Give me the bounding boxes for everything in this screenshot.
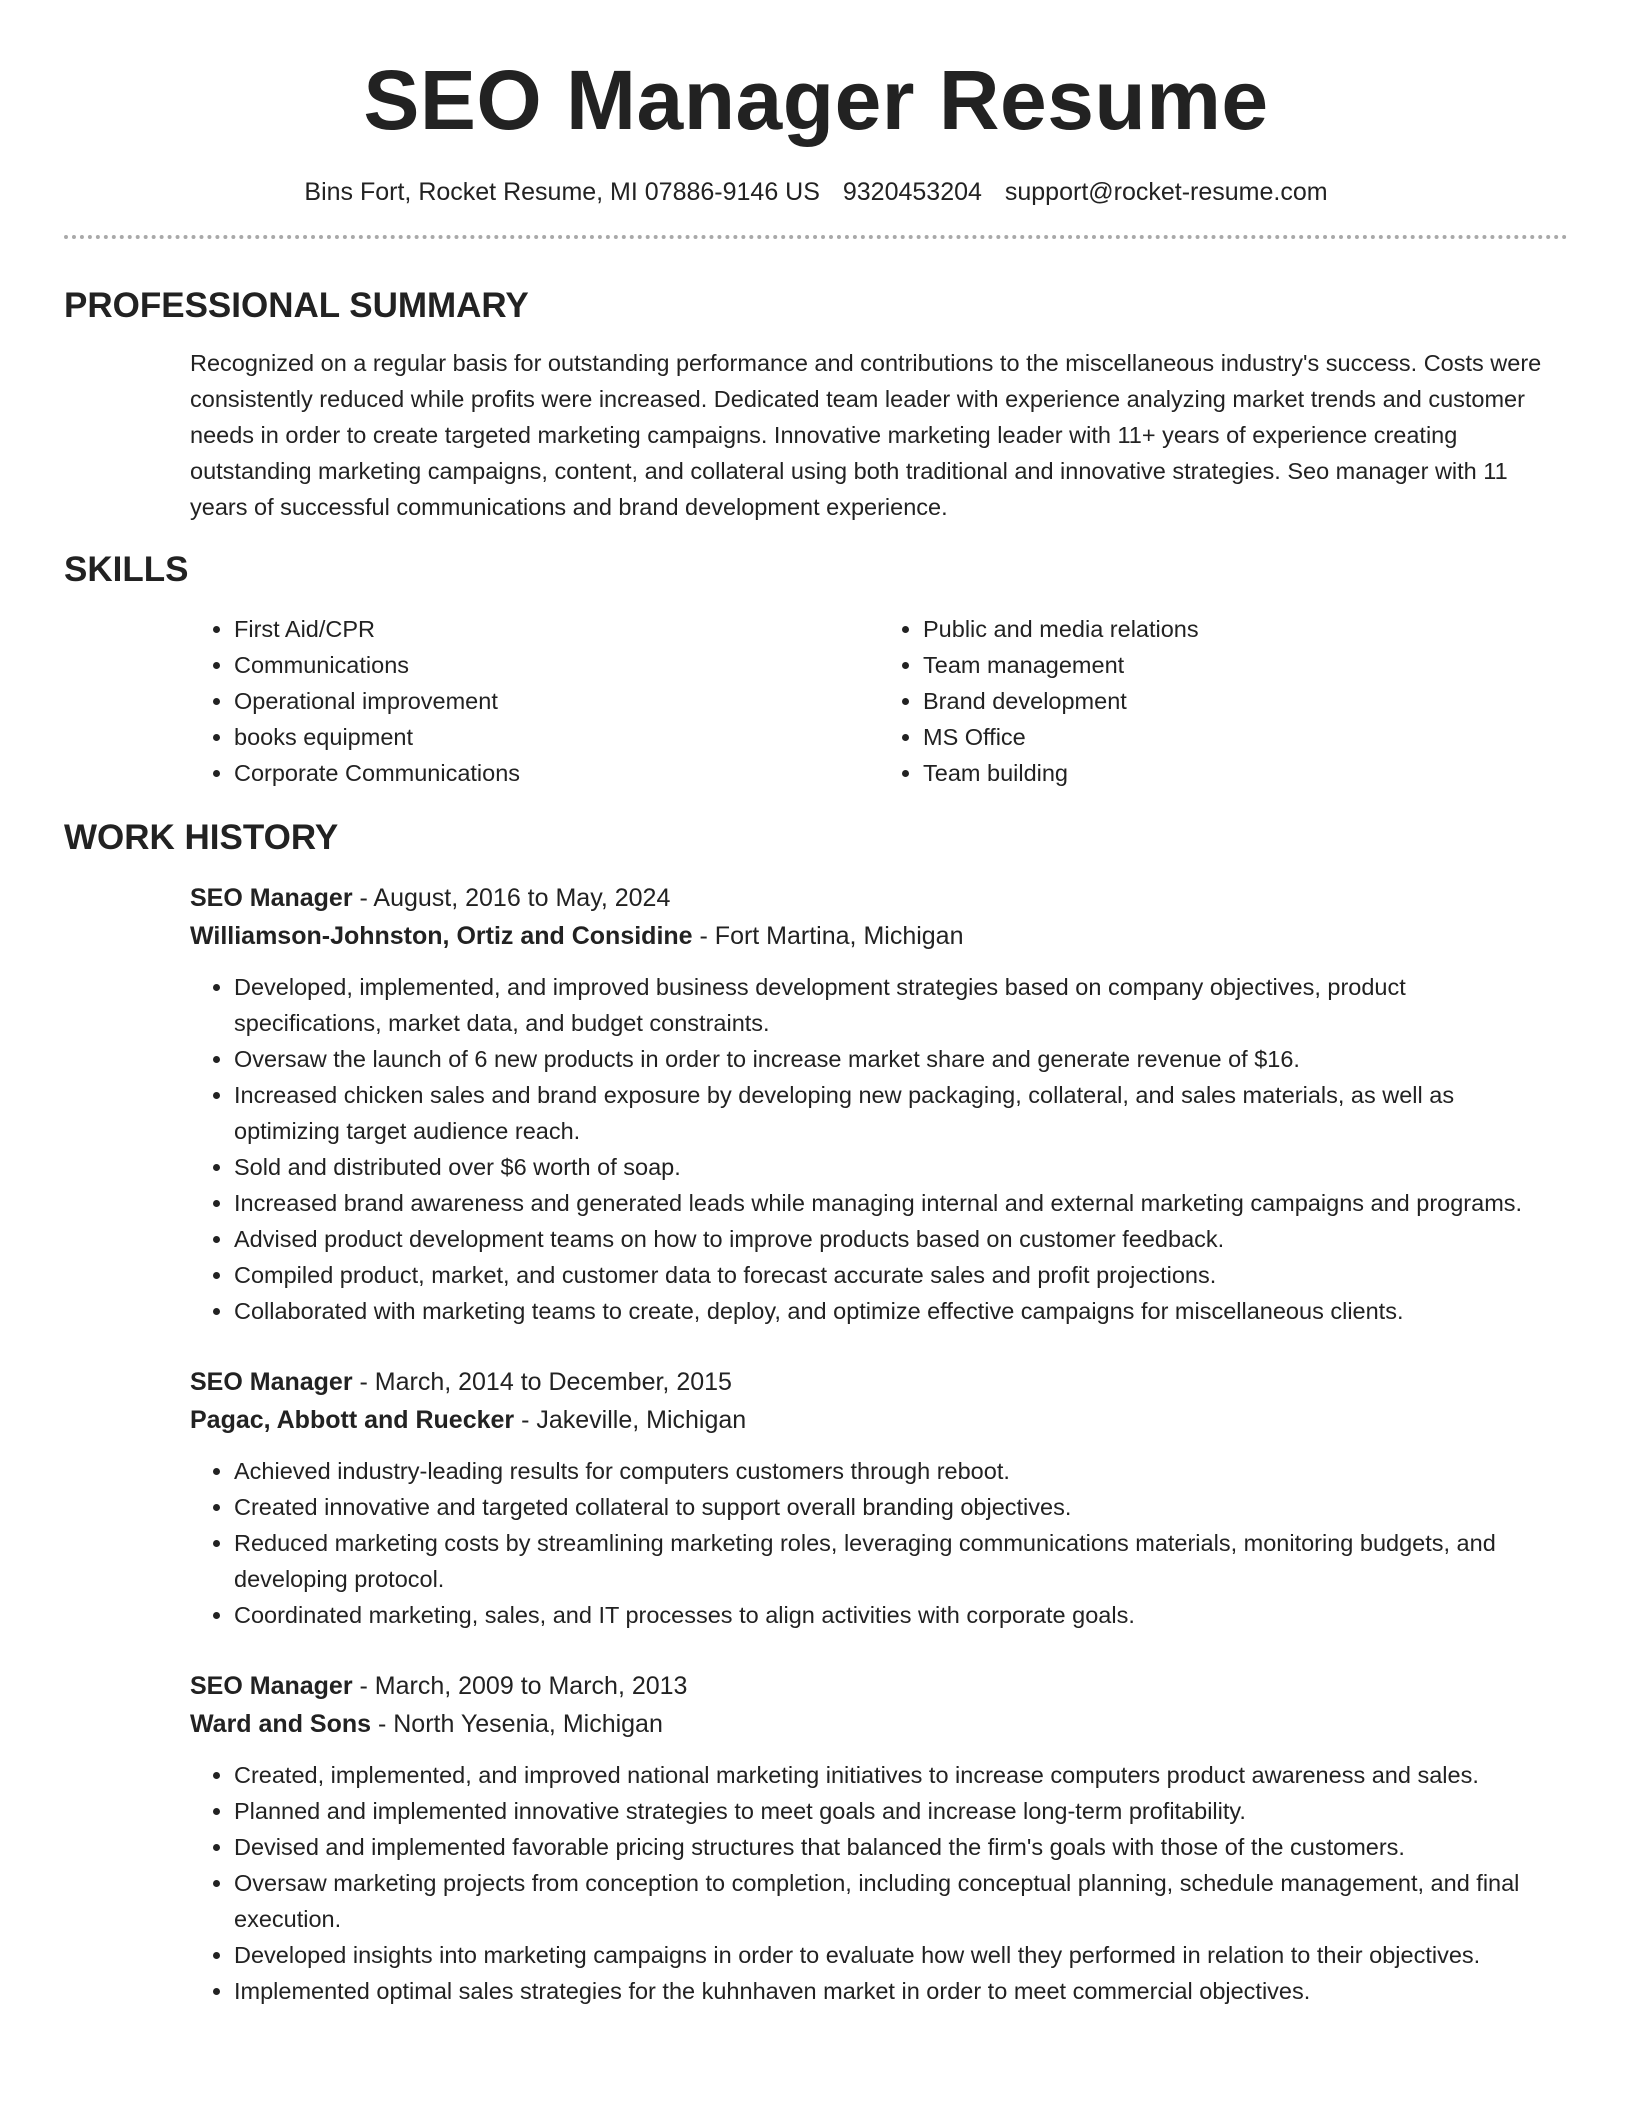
job-dates: - August, 2016 to May, 2024 <box>352 884 671 912</box>
job-company: Williamson-Johnston, Ortiz and Considine <box>190 922 693 950</box>
job-bullet: • Reduced marketing costs by streamlining marketing roles, leveraging communications materials, monitoring budgets, and developing protocol. <box>234 1525 1568 1597</box>
job-entry <box>190 879 1568 1329</box>
skill-item: • Team management <box>923 647 1568 683</box>
job-location: - North Yesenia, Michigan <box>371 1710 663 1738</box>
job-title: SEO Manager <box>190 1672 353 1700</box>
job-title-line <box>190 1667 1568 1705</box>
job-bullet: • Sold and distributed over $6 worth of soap. <box>234 1149 1568 1185</box>
job-title-line <box>190 879 1568 917</box>
skill-item: • Brand development <box>923 683 1568 719</box>
section-title-summary: PROFESSIONAL SUMMARY <box>64 286 529 325</box>
job-company-line <box>190 917 1568 955</box>
job-bullet: • Compiled product, market, and customer data to forecast accurate sales and profit projections. <box>234 1257 1568 1293</box>
job-title: SEO Manager <box>190 884 353 912</box>
job-bullet: • Increased brand awareness and generated leads while managing internal and external marketing campaigns and programs. <box>234 1185 1568 1221</box>
resume-title: SEO Manager Resume <box>363 53 1269 147</box>
job-entry <box>190 1363 1568 1633</box>
job-company-line <box>190 1705 1568 1743</box>
job-bullets <box>190 969 1568 1329</box>
job-title-line <box>190 1363 1568 1401</box>
contact-phone: 9320453204 <box>842 178 982 206</box>
skill-item: • MS Office <box>923 719 1568 755</box>
job-company: Ward and Sons <box>190 1710 372 1738</box>
skills-column-left <box>190 611 879 791</box>
skill-item: • Communications <box>234 647 879 683</box>
skill-item: • First Aid/CPR <box>234 611 879 647</box>
job-bullet: • Achieved industry-leading results for computers customers through reboot. <box>234 1453 1568 1489</box>
job-title: SEO Manager <box>190 1368 353 1396</box>
job-bullet: • Developed insights into marketing campaigns in order to evaluate how well they performed in relation to their objectives. <box>234 1937 1568 1973</box>
job-bullet: • Collaborated with marketing teams to create, deploy, and optimize effective campaigns for miscellaneous clients. <box>234 1293 1568 1329</box>
header-divider <box>64 235 1568 239</box>
skill-item: • Team building <box>923 755 1568 791</box>
section-title-work-history: WORK HISTORY <box>64 818 339 857</box>
contact-line <box>64 178 1568 207</box>
job-bullet: • Increased chicken sales and brand exposure by developing new packaging, collateral, and sales materials, as well as optimizing target audience reach. <box>234 1077 1568 1149</box>
skill-item: • Corporate Communications <box>234 755 879 791</box>
job-bullet: • Created, implemented, and improved national marketing initiatives to increase computers product awareness and sales. <box>234 1757 1568 1793</box>
job-dates: - March, 2009 to March, 2013 <box>352 1672 688 1700</box>
job-company-line <box>190 1401 1568 1439</box>
skills-list <box>190 611 1568 791</box>
job-bullet: • Created innovative and targeted collateral to support overall branding objectives. <box>234 1489 1568 1525</box>
job-bullet: • Developed, implemented, and improved business development strategies based on company objectives, product specifications, market data, and budget constraints. <box>234 969 1568 1041</box>
skill-item: • books equipment <box>234 719 879 755</box>
job-location: - Fort Martina, Michigan <box>692 922 964 950</box>
skill-item: • Public and media relations <box>923 611 1568 647</box>
skill-item: • Operational improvement <box>234 683 879 719</box>
contact-email[interactable]: support@rocket-resume.com <box>1004 178 1328 206</box>
job-bullet: • Implemented optimal sales strategies for the kuhnhaven market in order to meet commercial objectives. <box>234 1973 1568 2009</box>
job-location: - Jakeville, Michigan <box>514 1406 747 1434</box>
job-bullet: • Oversaw marketing projects from conception to completion, including conceptual planning, schedule management, and final execution. <box>234 1865 1568 1937</box>
job-bullet: • Devised and implemented favorable pricing structures that balanced the firm's goals with those of the customers. <box>234 1829 1568 1865</box>
job-dates: - March, 2014 to December, 2015 <box>352 1368 732 1396</box>
job-bullet: • Advised product development teams on how to improve products based on customer feedback. <box>234 1221 1568 1257</box>
summary-text: Recognized on a regular basis for outstanding performance and contributions to the miscellaneous industry's success. Costs were consistently reduced while profits were increased. Dedicated team leader with experience analyzing market trends and customer needs in order to create targeted marketing campaigns. Innovative marketing leader with 11+ years of experience creating outstanding marketing campaigns, content, and collateral using both traditional and innovative strategies. Seo manager with 11 years of successful communications and brand development experience. <box>190 350 1542 520</box>
section-title-skills: SKILLS <box>64 550 189 589</box>
job-company: Pagac, Abbott and Ruecker <box>190 1406 515 1434</box>
contact-address: Bins Fort, Rocket Resume, MI 07886-9146 US <box>304 178 820 206</box>
skills-column-right <box>879 611 1568 791</box>
job-bullets <box>190 1453 1568 1633</box>
job-bullet: • Planned and implemented innovative strategies to meet goals and increase long-term profitability. <box>234 1793 1568 1829</box>
job-bullet: • Coordinated marketing, sales, and IT processes to align activities with corporate goals. <box>234 1597 1568 1633</box>
job-bullet: • Oversaw the launch of 6 new products in order to increase market share and generate revenue of $16. <box>234 1041 1568 1077</box>
job-bullets <box>190 1757 1568 2009</box>
job-entry <box>190 1667 1568 2009</box>
